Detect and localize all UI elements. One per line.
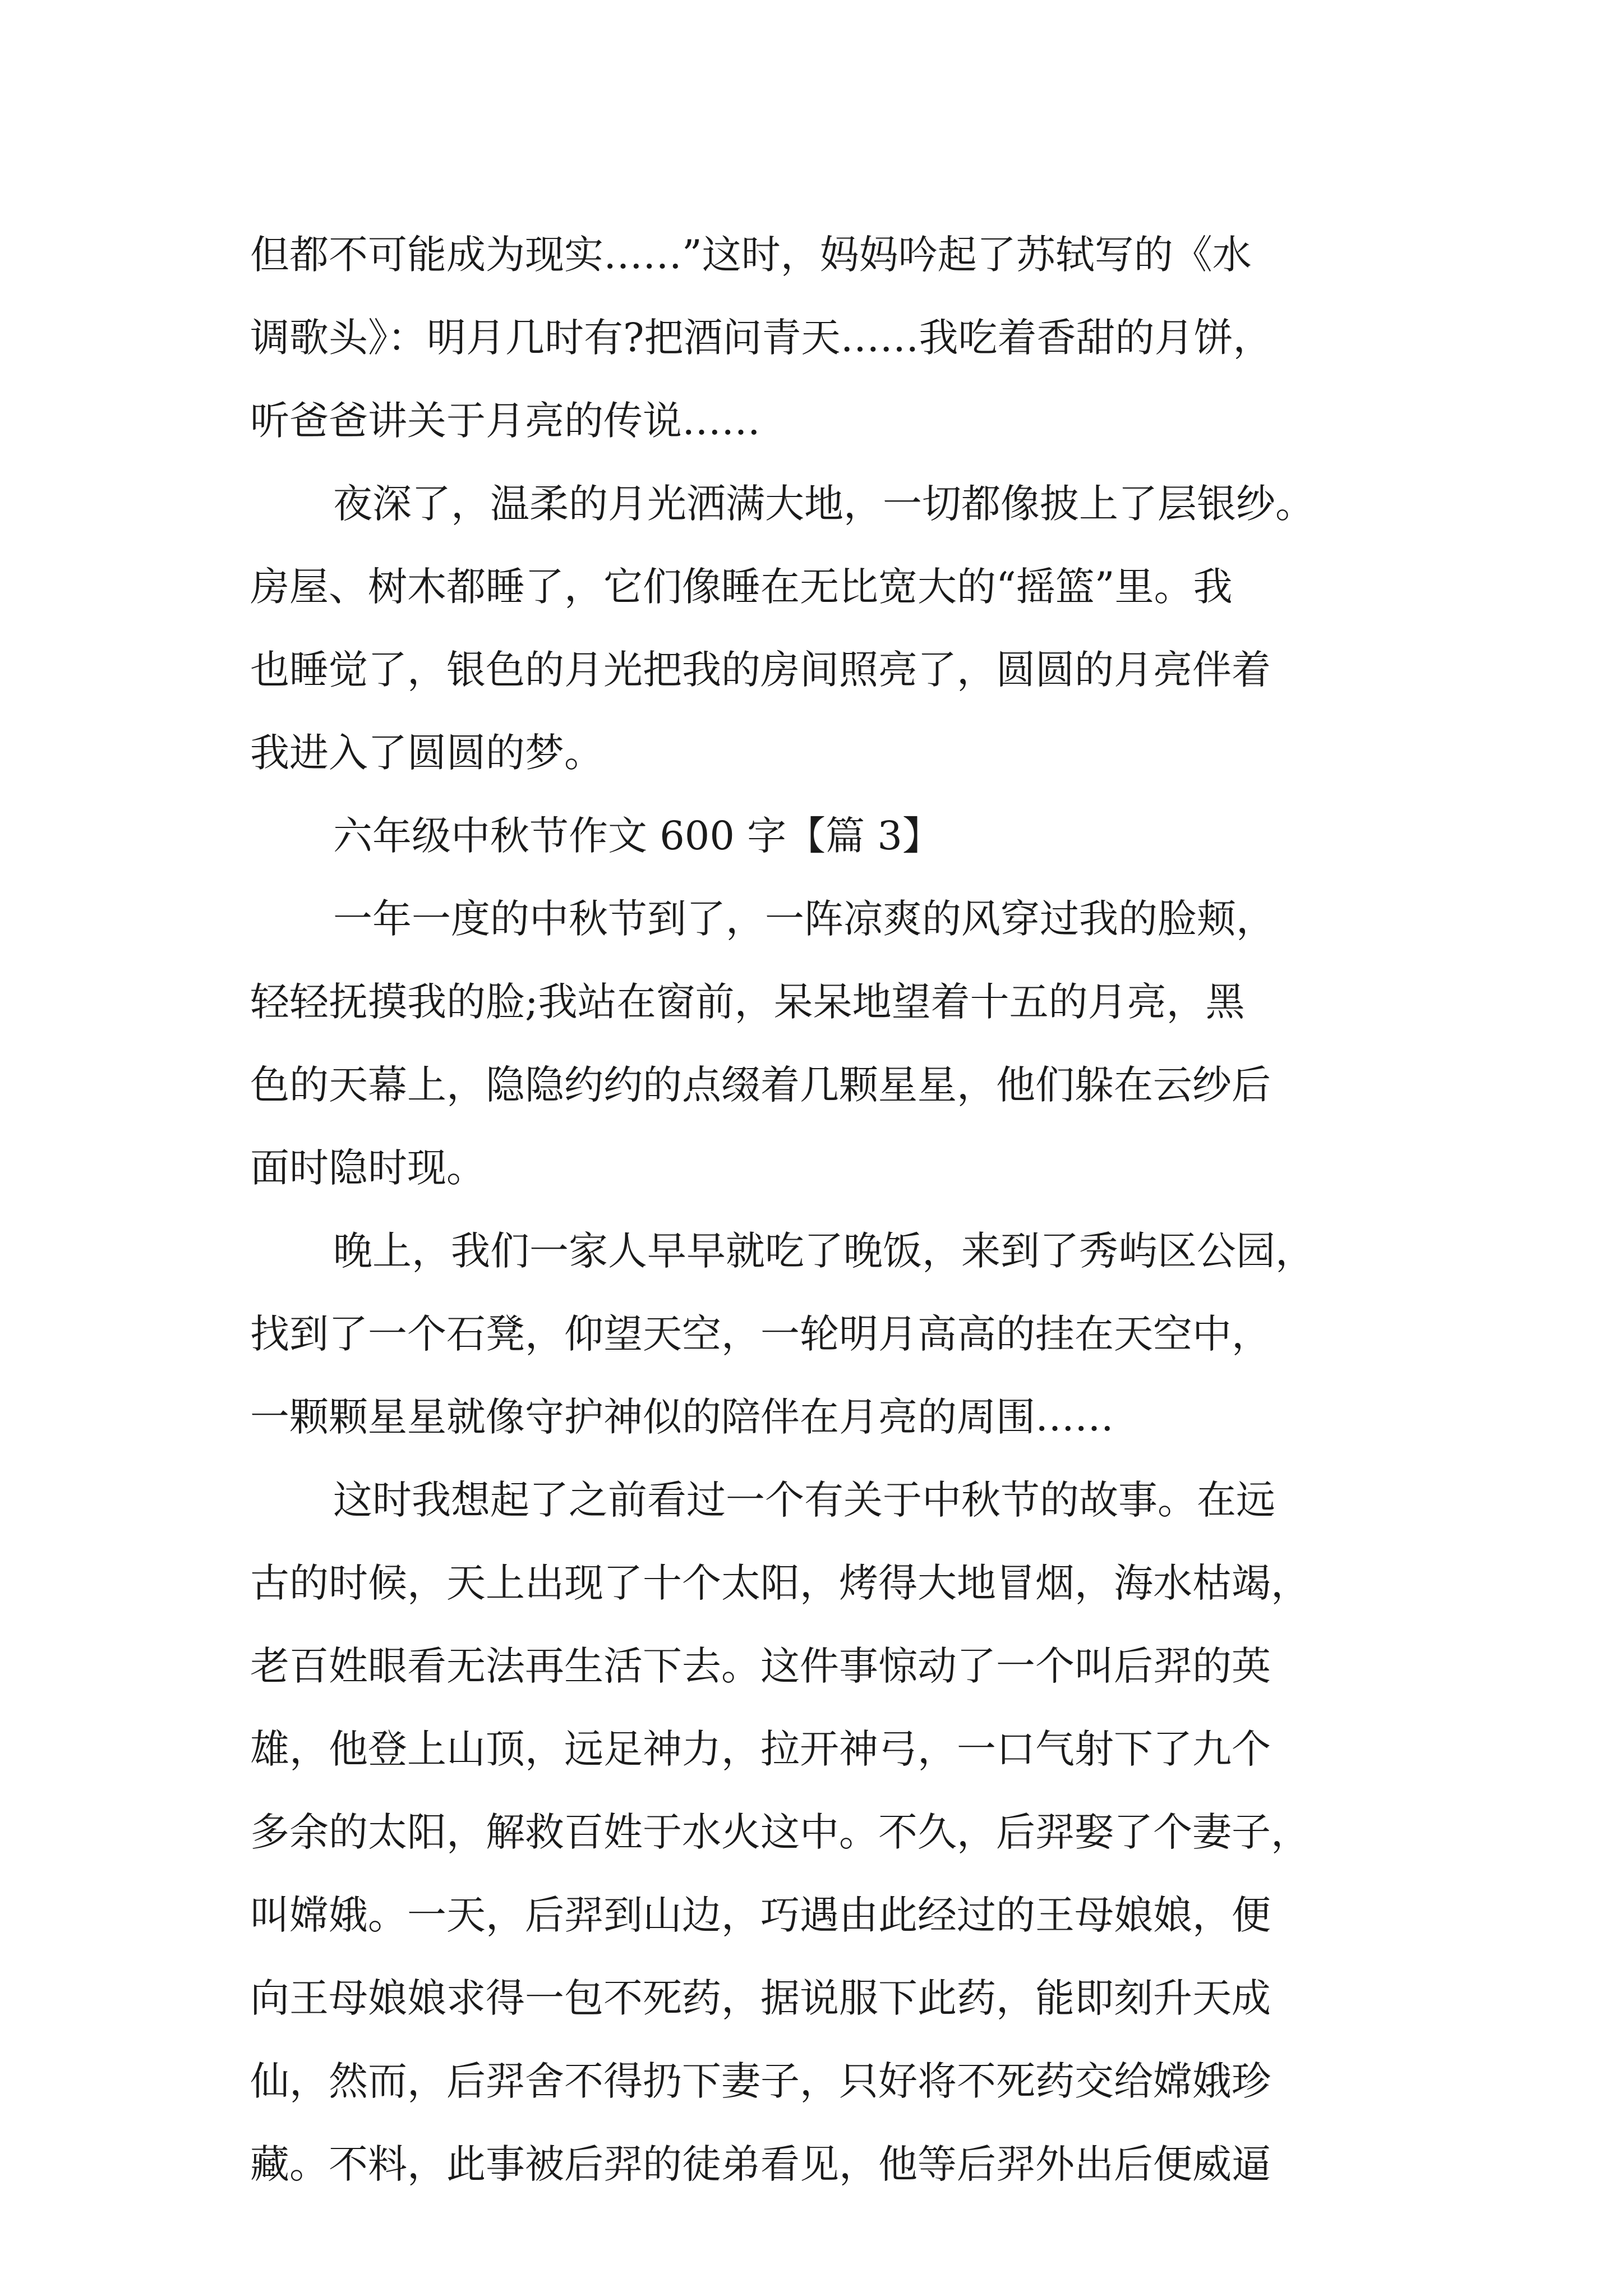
text-line: 藏。不料，此事被后羿的徒弟看见，他等后羿外出后便威逼 bbox=[250, 2141, 1271, 2187]
text-line: 听爸爸讲关于月亮的传说…… bbox=[250, 398, 760, 444]
text-line: 房屋、树木都睡了，它们像睡在无比宽大的“摇篮”里。我 bbox=[250, 564, 1233, 610]
paragraph-first-line: 一年一度的中秋节到了，一阵凉爽的风穿过我的脸颊， bbox=[333, 896, 1275, 942]
text-line: 但都不可能成为现实……”这时，妈妈吟起了苏轼写的《水 bbox=[250, 232, 1252, 278]
text-line: 雄，他登上山顶，远足神力，拉开神弓，一口气射下了九个 bbox=[250, 1726, 1271, 1772]
paragraph-first-line: 这时我想起了之前看过一个有关于中秋节的故事。在远 bbox=[333, 1477, 1275, 1523]
text-line: 也睡觉了，银色的月光把我的房间照亮了，圆圆的月亮伴着 bbox=[250, 647, 1271, 693]
text-line: 叫嫦娥。一天，后羿到山边，巧遇由此经过的王母娘娘，便 bbox=[250, 1892, 1271, 1938]
text-line: 一颗颗星星就像守护神似的陪伴在月亮的周围…… bbox=[250, 1394, 1114, 1440]
paragraph-first-line: 夜深了，温柔的月光洒满大地，一切都像披上了层银纱。 bbox=[333, 481, 1315, 527]
text-line: 老百姓眼看无法再生活下去。这件事惊动了一个叫后羿的英 bbox=[250, 1643, 1271, 1689]
text-line: 轻轻抚摸我的脸;我站在窗前，呆呆地望着十五的月亮，黑 bbox=[250, 979, 1245, 1025]
text-line: 向王母娘娘求得一包不死药，据说服下此药，能即刻升天成 bbox=[250, 1975, 1271, 2021]
text-line: 面时隐时现。 bbox=[250, 1145, 486, 1191]
text-line: 古的时候，天上出现了十个太阳，烤得大地冒烟，海水枯竭， bbox=[250, 1560, 1310, 1606]
paragraph-first-line: 晚上，我们一家人早早就吃了晚饭，来到了秀屿区公园， bbox=[333, 1228, 1315, 1274]
text-line: 找到了一个石凳，仰望天空，一轮明月高高的挂在天空中， bbox=[250, 1311, 1271, 1357]
text-line: 色的天幕上，隐隐约约的点缀着几颗星星，他们躲在云纱后 bbox=[250, 1062, 1271, 1108]
text-line: 多余的太阳，解救百姓于水火这中。不久，后羿娶了个妻子， bbox=[250, 1809, 1310, 1855]
essay-body bbox=[250, 213, 1389, 2206]
text-line: 我进入了圆圆的梦。 bbox=[250, 730, 603, 776]
text-line: 调歌头》：明月几时有?把酒问青天……我吃着香甜的月饼， bbox=[250, 315, 1272, 361]
text-line: 仙，然而，后羿舍不得扔下妻子，只好将不死药交给嫦娥珍 bbox=[250, 2058, 1271, 2104]
section-heading: 六年级中秋节作文 600 字【篇 3】 bbox=[333, 813, 942, 859]
